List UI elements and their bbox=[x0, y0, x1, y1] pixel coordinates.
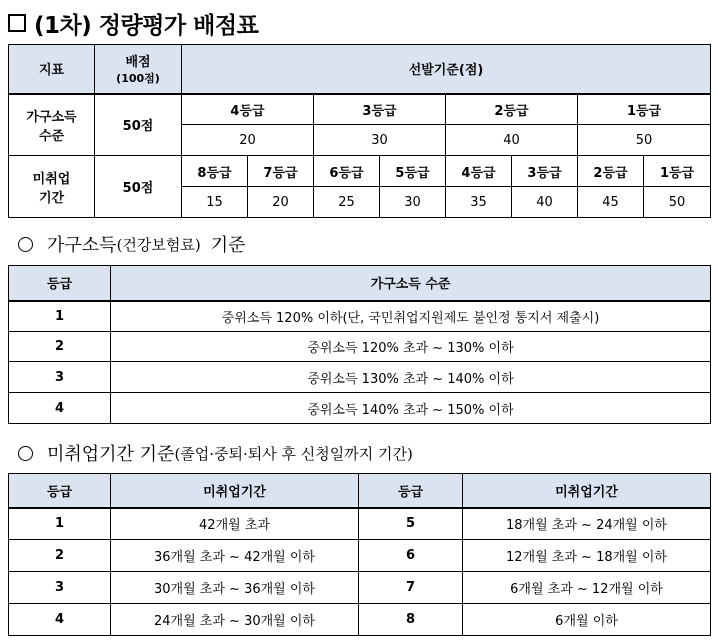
table-row-value: 중위소득 120% 초과 ~ 130% 이하 bbox=[111, 332, 711, 362]
table-row-value: 42개월 초과 bbox=[111, 508, 359, 540]
header-indicator: 지표 bbox=[9, 45, 95, 94]
header-unemp-period: 미취업기간 bbox=[463, 474, 711, 508]
page-title-text: (1차) 정량평가 배점표 bbox=[34, 12, 259, 39]
circle-bullet-icon bbox=[18, 237, 33, 252]
table-row-grade: 2 bbox=[9, 332, 111, 362]
score-table bbox=[8, 44, 711, 218]
income-grade: 2등급 bbox=[446, 94, 578, 125]
table-row-value: 중위소득 120% 이하(단, 국민취업지원제도 불인정 통지서 제출시) bbox=[111, 301, 711, 332]
income-points: 20 bbox=[182, 125, 314, 156]
unemp-points: 30 bbox=[380, 187, 446, 218]
circle-bullet-icon bbox=[18, 446, 33, 461]
unemp-label: 미취업 기간 bbox=[9, 156, 95, 218]
header-income-level: 가구소득 수준 bbox=[111, 266, 711, 301]
unemp-points: 40 bbox=[512, 187, 578, 218]
table-row-value: 12개월 초과 ~ 18개월 이하 bbox=[463, 540, 711, 572]
table-row-grade: 3 bbox=[9, 362, 111, 393]
table-row-grade: 5 bbox=[359, 508, 463, 540]
section-income-paren: (건강보험료) bbox=[116, 235, 201, 254]
unemp-grade: 5등급 bbox=[380, 156, 446, 187]
income-points: 30 bbox=[314, 125, 446, 156]
unemp-grade: 4등급 bbox=[446, 156, 512, 187]
table-row-value: 18개월 초과 ~ 24개월 이하 bbox=[463, 508, 711, 540]
table-row-value: 24개월 초과 ~ 30개월 이하 bbox=[111, 604, 359, 636]
income-score: 50점 bbox=[95, 94, 182, 156]
income-grade: 4등급 bbox=[182, 94, 314, 125]
table-row-value: 중위소득 130% 초과 ~ 140% 이하 bbox=[111, 362, 711, 393]
section-unemp-paren: (졸업·중퇴·퇴사 후 신청일까지 기간) bbox=[174, 444, 413, 463]
table-row-grade: 1 bbox=[9, 508, 111, 540]
table-row-value: 6개월 이하 bbox=[463, 604, 711, 636]
section-income-heading bbox=[18, 231, 246, 257]
unemp-grade: 1등급 bbox=[644, 156, 711, 187]
unemp-grade: 7등급 bbox=[248, 156, 314, 187]
unemp-points: 35 bbox=[446, 187, 512, 218]
income-grade: 3등급 bbox=[314, 94, 446, 125]
section-unemp-heading bbox=[18, 440, 413, 466]
page-title bbox=[8, 6, 258, 40]
unemp-points: 15 bbox=[182, 187, 248, 218]
unemp-points: 25 bbox=[314, 187, 380, 218]
table-row-grade: 1 bbox=[9, 301, 111, 332]
header-grade: 등급 bbox=[359, 474, 463, 508]
table-row-grade: 7 bbox=[359, 572, 463, 604]
income-points: 40 bbox=[446, 125, 578, 156]
income-table bbox=[8, 265, 711, 424]
table-row-grade: 2 bbox=[9, 540, 111, 572]
unemp-points: 20 bbox=[248, 187, 314, 218]
header-score-label: 배점 bbox=[125, 55, 151, 71]
section-income-main: 가구소득 bbox=[47, 235, 117, 256]
income-grade: 1등급 bbox=[578, 94, 711, 125]
unemp-points: 45 bbox=[578, 187, 644, 218]
header-criteria: 선발기준(점) bbox=[182, 45, 711, 94]
table-row-grade: 8 bbox=[359, 604, 463, 636]
table-row-value: 30개월 초과 ~ 36개월 이하 bbox=[111, 572, 359, 604]
header-grade: 등급 bbox=[9, 266, 111, 301]
table-row-grade: 3 bbox=[9, 572, 111, 604]
table-row-value: 6개월 초과 ~ 12개월 이하 bbox=[463, 572, 711, 604]
unemp-grade: 3등급 bbox=[512, 156, 578, 187]
income-points: 50 bbox=[578, 125, 711, 156]
section-unemp-main: 미취업기간 기준 bbox=[47, 444, 175, 465]
header-unemp-period: 미취업기간 bbox=[111, 474, 359, 508]
table-row-value: 중위소득 140% 초과 ~ 150% 이하 bbox=[111, 393, 711, 424]
income-label: 가구소득 수준 bbox=[9, 94, 95, 156]
section-income-tail: 기준 bbox=[210, 235, 246, 256]
unemp-grade: 8등급 bbox=[182, 156, 248, 187]
header-score bbox=[95, 45, 182, 94]
table-row-grade: 6 bbox=[359, 540, 463, 572]
checkbox-square-icon bbox=[8, 14, 26, 32]
unemp-grade: 6등급 bbox=[314, 156, 380, 187]
table-row-grade: 4 bbox=[9, 393, 111, 424]
table-row-value: 36개월 초과 ~ 42개월 이하 bbox=[111, 540, 359, 572]
header-grade: 등급 bbox=[9, 474, 111, 508]
unemployment-table bbox=[8, 473, 711, 636]
unemp-grade: 2등급 bbox=[578, 156, 644, 187]
unemp-score: 50점 bbox=[95, 156, 182, 218]
table-row-grade: 4 bbox=[9, 604, 111, 636]
unemp-points: 50 bbox=[644, 187, 711, 218]
header-score-sub: (100점) bbox=[116, 72, 160, 86]
